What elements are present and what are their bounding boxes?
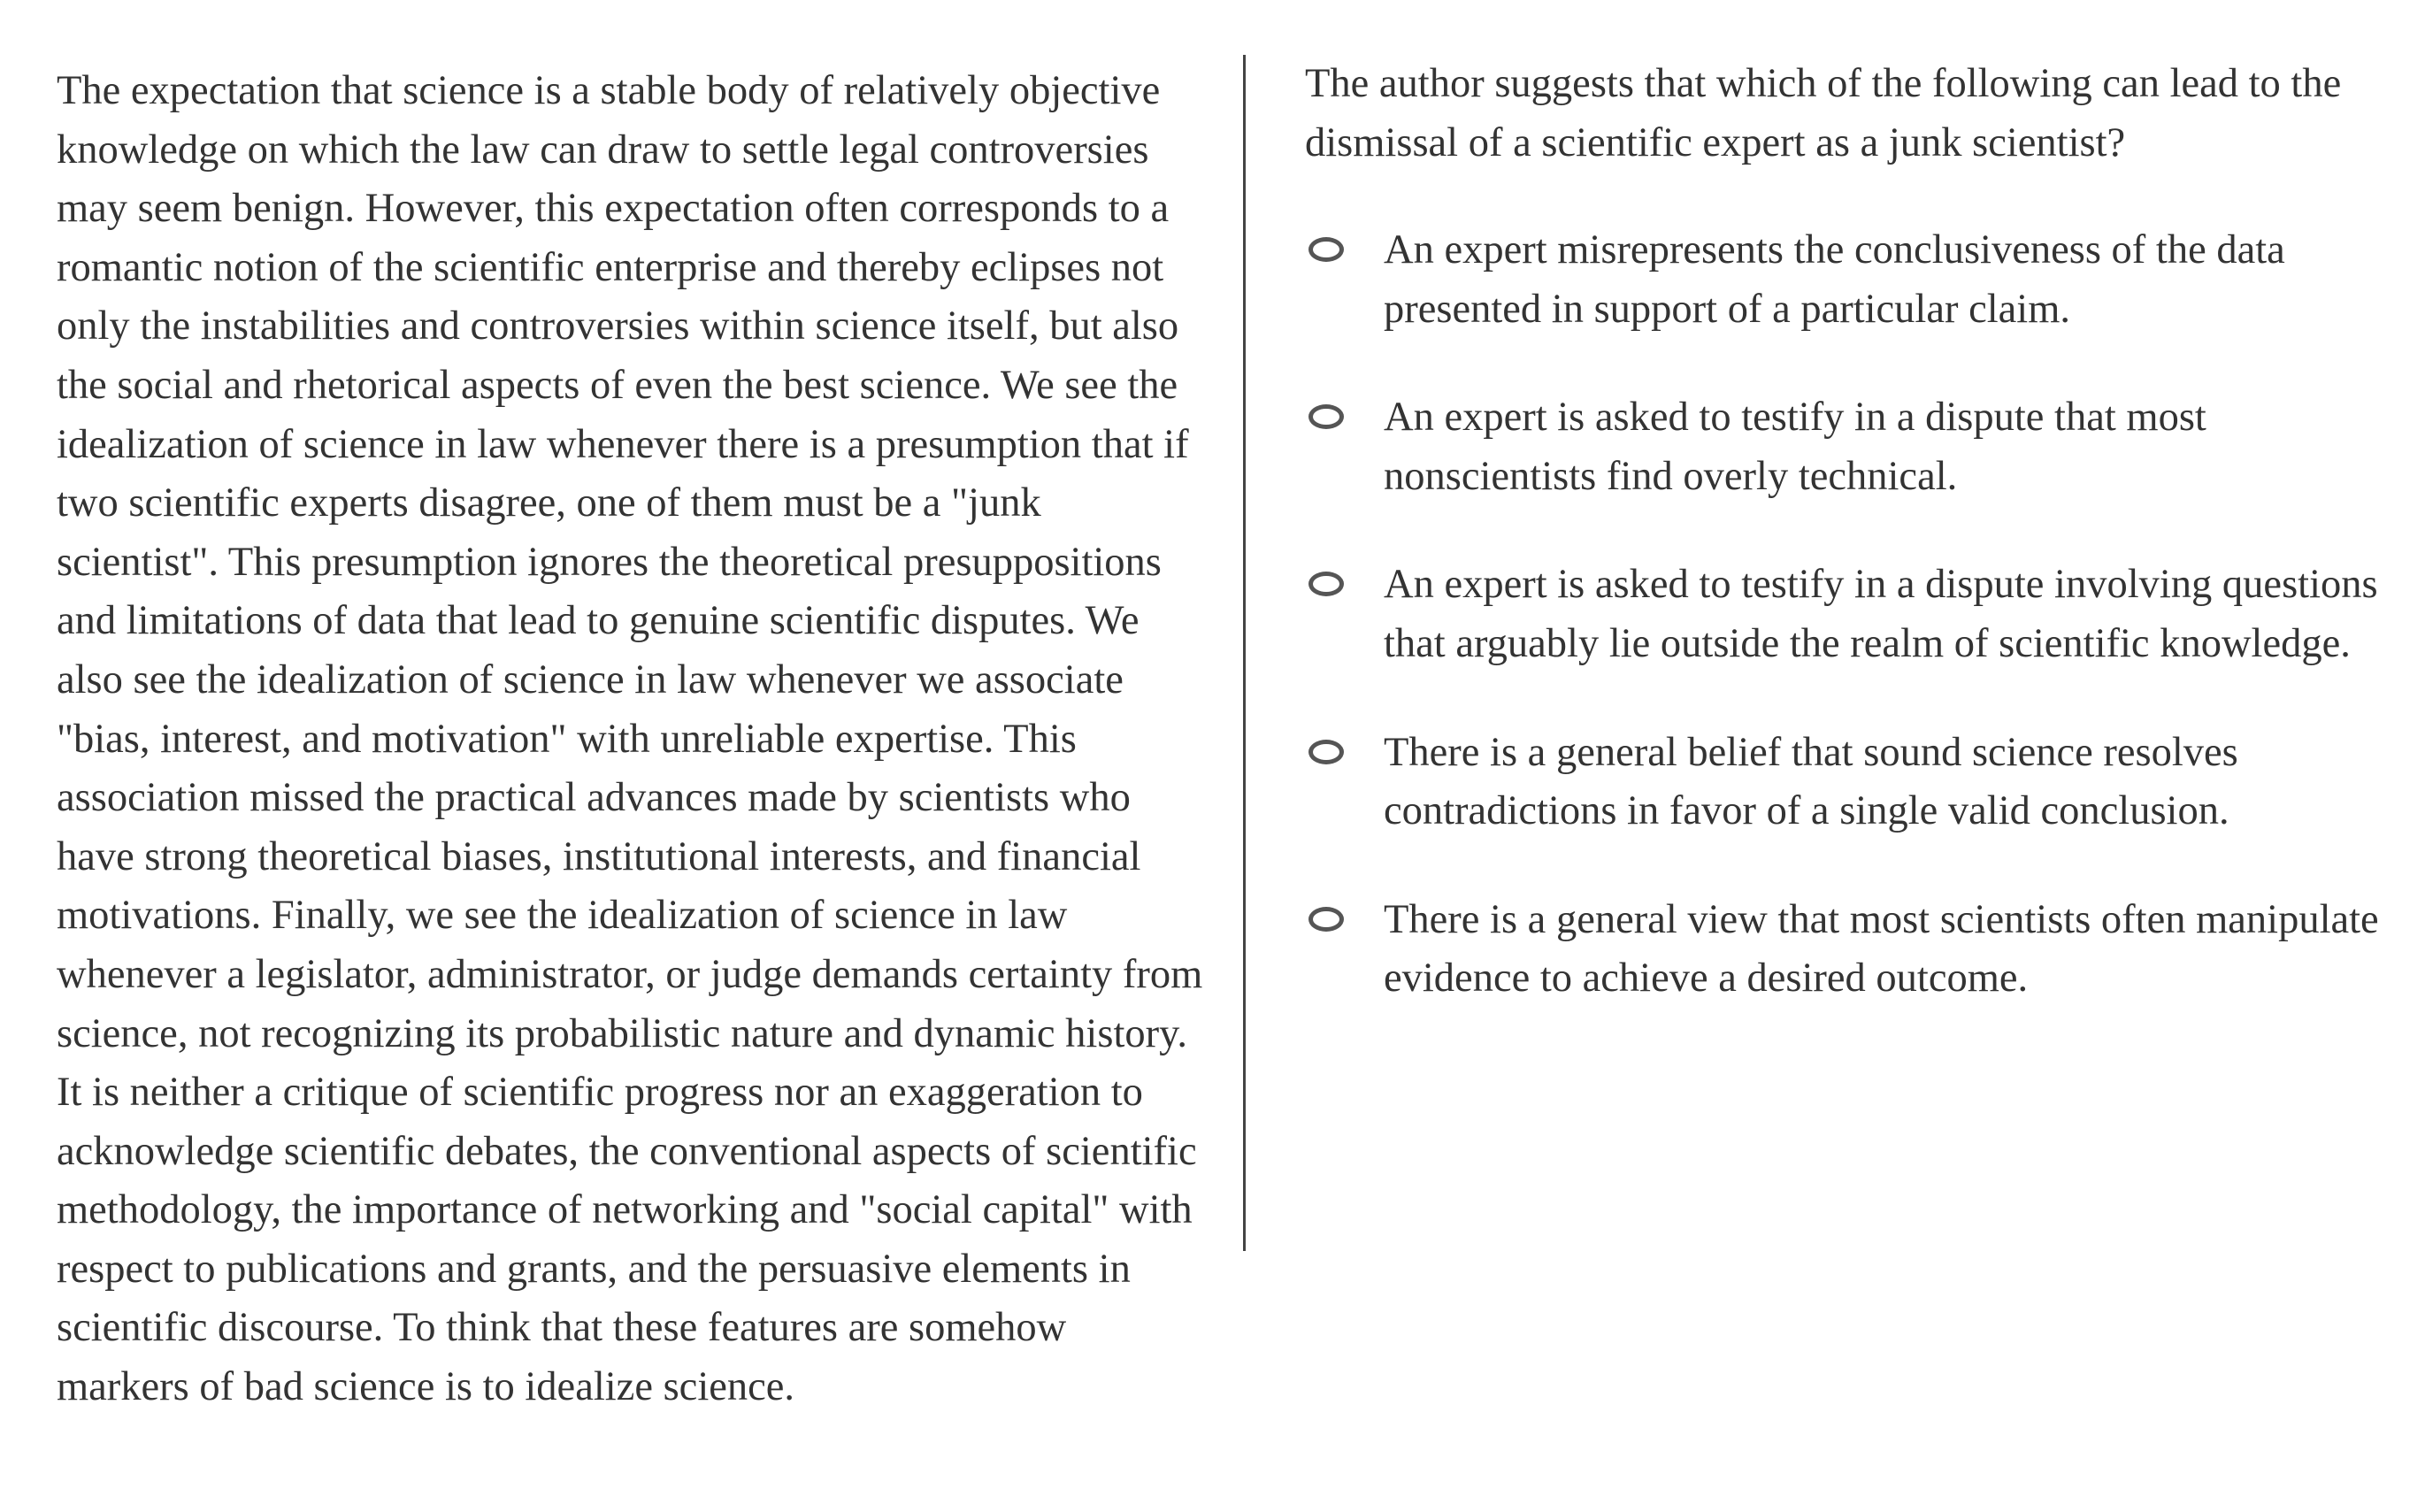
answer-option-d[interactable] xyxy=(1305,724,2411,841)
reading-passage xyxy=(57,62,1207,1417)
answer-option-c[interactable] xyxy=(1305,556,2411,673)
question-panel xyxy=(1305,55,2411,1002)
answer-option-a[interactable] xyxy=(1305,221,2411,339)
answer-option-b[interactable] xyxy=(1305,388,2411,506)
radio-button-icon[interactable] xyxy=(1308,237,1344,262)
passage-text: The expectation that science is a stable body of relatively objective knowledge on which the law can draw to settle legal controversies may seem benign. However, this expectation often corresponds to a romantic notion of the scientific enterprise and thereby eclipses not only the instabilities and controversies within science itself, but also the social and rhetorical aspects of even the best science. We see the idealization of science in law whenever there is a presumption that if two scientific experts disagree, one of them must be a "junk scientist". This presumption ignores the theoretical presuppositions and limitations of data that lead to genuine scientific disputes. We also see the idealization of science in law whenever we associate "bias, interest, and motivation" with unreliable expertise. This association missed the practical advances made by scientists who have strong theoretical biases, institutional interests, and financial motivations. Finally, we see the idealization of science in law whenever a legislator, administrator, or judge demands certainty from science, not recognizing its probabilistic nature and dynamic history. It is neither a critique of scientific progress nor an exaggeration to acknowledge scientific debates, the conventional aspects of scientific methodology, the importance of networking and "social capital" with respect to publications and grants, and the persuasive elements in scientific discourse. To think that these features are somehow markers of bad science is to idealize science. xyxy=(57,68,1203,1410)
radio-button-icon[interactable] xyxy=(1308,907,1344,932)
answer-option-label: There is a general view that most scientists often manipulate evidence to achieve a desired outcome. xyxy=(1384,896,2379,1002)
answer-option-e[interactable] xyxy=(1305,891,2411,1009)
radio-button-icon[interactable] xyxy=(1308,404,1344,429)
answer-option-label: An expert is asked to testify in a dispute that most nonscientists find overly technical. xyxy=(1384,395,2206,499)
answer-option-label: An expert is asked to testify in a dispute involving questions that arguably lie outside the realm of scientific knowledge. xyxy=(1384,562,2378,666)
answer-option-label: There is a general belief that sound science resolves contradictions in favor of a single valid conclusion. xyxy=(1384,729,2238,834)
radio-button-icon[interactable] xyxy=(1308,740,1344,764)
radio-button-icon[interactable] xyxy=(1308,572,1344,596)
column-divider xyxy=(1243,55,1246,1251)
answer-options xyxy=(1305,221,2411,1058)
question-stem: The author suggests that which of the following can lead to the dismissal of a scientific expert as a junk scientist? xyxy=(1305,61,2342,165)
answer-option-label: An expert misrepresents the conclusiveness of the data presented in support of a particular claim. xyxy=(1384,227,2285,332)
